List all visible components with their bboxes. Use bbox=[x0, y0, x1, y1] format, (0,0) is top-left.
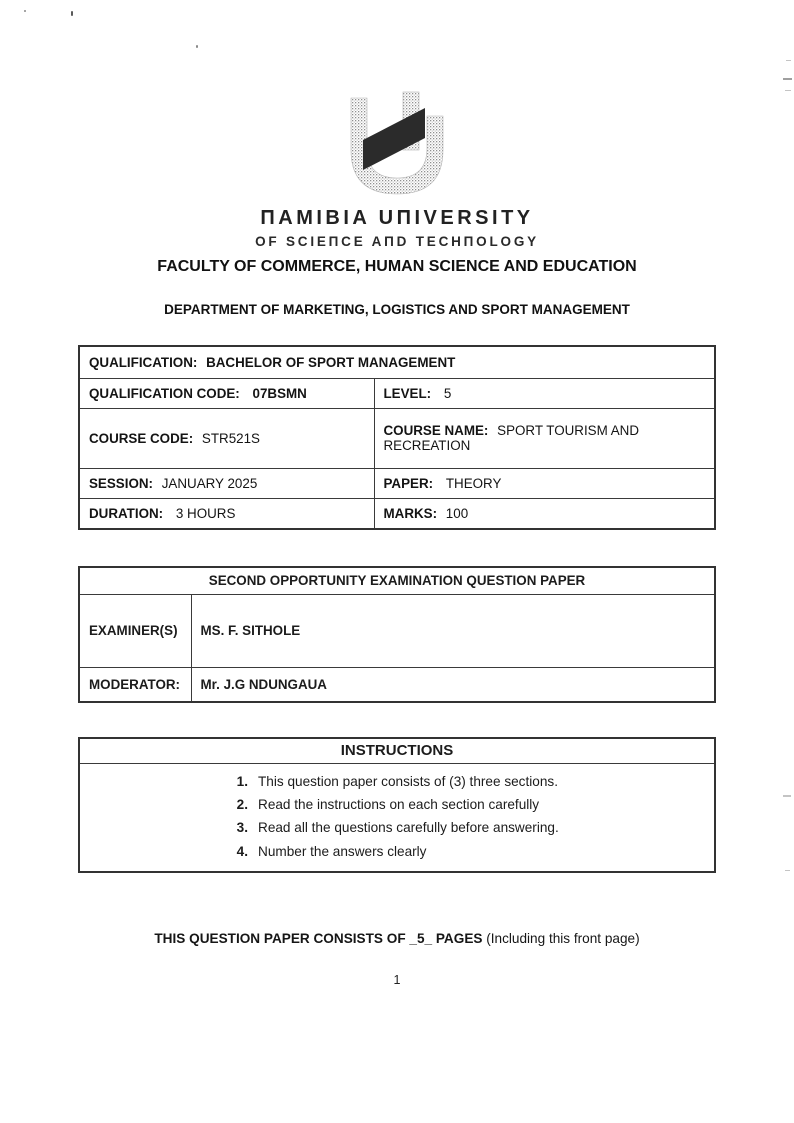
instruction-text: Read all the questions carefully before answering. bbox=[258, 820, 559, 836]
course-code-value: STR521S bbox=[201, 430, 260, 446]
level-label: LEVEL: bbox=[383, 385, 432, 401]
session-value: JANUARY 2025 bbox=[161, 475, 258, 491]
qualification-code-cell bbox=[79, 378, 374, 408]
session-cell bbox=[79, 468, 374, 498]
table-row bbox=[79, 738, 715, 763]
table-row bbox=[79, 667, 715, 702]
marks-cell bbox=[374, 498, 715, 529]
table-row bbox=[79, 378, 715, 408]
scan-speck bbox=[71, 11, 73, 16]
instruction-item bbox=[230, 793, 714, 816]
table-row bbox=[79, 468, 715, 498]
exam-paper-title: SECOND OPPORTUNITY EXAMINATION QUESTION PAPER bbox=[79, 567, 715, 594]
scan-edge-mark bbox=[783, 78, 792, 80]
logo-container bbox=[0, 90, 794, 205]
table-row bbox=[79, 594, 715, 667]
course-name-value: SPORT TOURISM AND RECREATION bbox=[383, 423, 640, 453]
table-row bbox=[79, 763, 715, 872]
table-row bbox=[79, 567, 715, 594]
scan-edge-mark bbox=[783, 795, 791, 797]
university-subtitle: OF SCIEПCE AПD TECHПOLOGY bbox=[255, 234, 539, 249]
instruction-number: 1. bbox=[236, 773, 248, 789]
nust-shield-logo bbox=[336, 90, 458, 200]
course-name-cell bbox=[374, 408, 715, 468]
page-count-statement bbox=[0, 931, 794, 946]
scan-speck bbox=[196, 45, 198, 48]
scan-edge-mark bbox=[785, 870, 790, 871]
table-row bbox=[79, 498, 715, 529]
course-code-cell bbox=[79, 408, 374, 468]
session-label: SESSION: bbox=[89, 475, 153, 491]
examiner-label: EXAMINER(S) bbox=[79, 594, 191, 667]
department-heading: DEPARTMENT OF MARKETING, LOGISTICS AND SPORT MANAGEMENT bbox=[164, 302, 630, 317]
page-count-bold: THIS QUESTION PAPER CONSISTS OF _5_ PAGES bbox=[154, 931, 483, 946]
marks-label: MARKS: bbox=[383, 505, 438, 521]
page-count-note: (Including this front page) bbox=[482, 931, 640, 946]
instruction-number: 4. bbox=[236, 843, 248, 859]
instructions-list bbox=[79, 763, 715, 872]
paper-value: THEORY bbox=[445, 475, 502, 491]
moderator-label: MODERATOR: bbox=[79, 667, 191, 702]
moderator-value: Mr. J.G NDUNGAUA bbox=[191, 667, 715, 702]
faculty-heading: FACULTY OF COMMERCE, HUMAN SCIENCE AND EDUCATION bbox=[157, 258, 637, 275]
page-number: 1 bbox=[393, 973, 401, 987]
instruction-text: This question paper consists of (3) three sections. bbox=[258, 773, 558, 789]
instructions-title: INSTRUCTIONS bbox=[79, 738, 715, 763]
duration-value: 3 HOURS bbox=[175, 505, 236, 521]
marks-value: 100 bbox=[445, 505, 469, 521]
instruction-text: Read the instructions on each section carefully bbox=[258, 796, 540, 812]
instruction-item bbox=[230, 770, 714, 793]
qualification-cell bbox=[79, 346, 715, 378]
examiner-table bbox=[78, 566, 716, 703]
university-name: ПAMIBIA UПIVERSITY bbox=[260, 207, 534, 229]
instruction-item bbox=[230, 816, 714, 839]
instruction-item bbox=[230, 840, 714, 863]
course-details-table bbox=[78, 345, 716, 530]
paper-label: PAPER: bbox=[383, 475, 434, 491]
course-name-label: COURSE NAME: bbox=[383, 423, 489, 438]
instruction-number: 3. bbox=[236, 820, 248, 836]
instruction-number: 2. bbox=[236, 796, 248, 812]
level-cell bbox=[374, 378, 715, 408]
paper-cell bbox=[374, 468, 715, 498]
duration-cell bbox=[79, 498, 374, 529]
scan-speck bbox=[24, 10, 26, 12]
qualification-label: QUALIFICATION: bbox=[89, 354, 198, 370]
qualification-code-label: QUALIFICATION CODE: bbox=[89, 385, 240, 401]
instruction-text: Number the answers clearly bbox=[258, 843, 427, 859]
examiner-value: MS. F. SITHOLE bbox=[191, 594, 715, 667]
instructions-table bbox=[78, 737, 716, 873]
duration-label: DURATION: bbox=[89, 505, 164, 521]
table-row bbox=[79, 408, 715, 468]
qualification-code-value: 07BSMN bbox=[252, 385, 307, 401]
course-code-label: COURSE CODE: bbox=[89, 430, 194, 446]
table-row bbox=[79, 346, 715, 378]
level-value: 5 bbox=[443, 385, 452, 401]
scan-edge-mark bbox=[786, 60, 791, 61]
qualification-value: BACHELOR OF SPORT MANAGEMENT bbox=[206, 354, 456, 370]
